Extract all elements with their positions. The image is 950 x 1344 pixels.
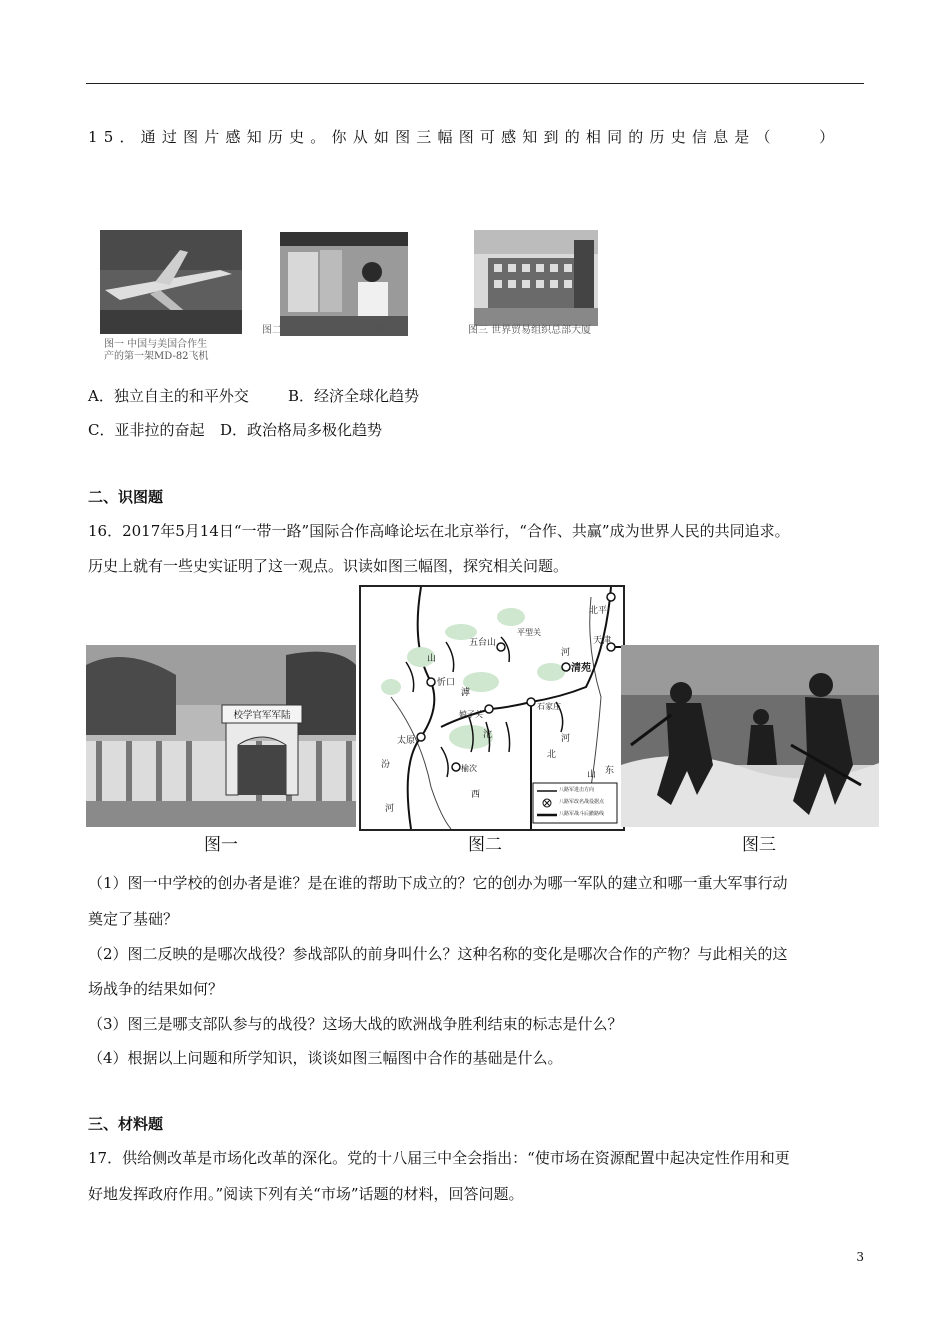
map-label-wutaishan: 五台山 [469,638,497,648]
map-label-xinkou: 忻口 [437,678,456,688]
header-rule [86,83,864,84]
map-label-dong: 东 [605,766,615,776]
fig-label-1: 图一 [204,835,238,855]
fig3-caption: 图三 世界贸易组织总部大厦 [468,325,592,336]
map-label-he: 河 [561,734,571,744]
map-label-xi: 西 [471,790,481,800]
map-label-he3: 河 [561,648,571,658]
map-label-fen-he: 河 [385,804,395,814]
map-label-taiyuan: 太原 [397,736,416,746]
q16-sub4: （4）根据以上问题和所学知识，谈谈如图三幅图中合作的基础是什么。 [88,1049,563,1067]
q16-line2: 历史上就有一些史实证明了这一观点。识读如图三幅图，探究相关问题。 [88,557,569,575]
map-label-tianjin: 天津 [593,636,612,646]
q16-sub3: （3）图三是哪支部队参与的战役？这场大战的欧洲战争胜利结束的标志是什么？ [88,1015,623,1033]
map-label-qingyuan: 清苑 [571,663,591,674]
section2-title: 二、识图题 [88,488,164,506]
page-number: 3 [856,1250,864,1264]
fig1-caption-line1: 图一 中国与美国合作生 [104,339,208,350]
map-legend-1: 八路军进击方向 [559,787,595,793]
q16-figures [86,585,880,853]
q16-sub1-line2: 奠定了基础？ [88,910,179,928]
q15-stem: 15．通过图片感知历史。你从如图三幅图可感知到的相同的历史信息是（ ） [88,128,841,146]
map-label-tuo: 沱 [483,730,493,740]
q16-sub1-line1: （1）图一中学校的创办者是谁？是在谁的帮助下成立的？它的创办为哪一军队的建立和哪一重大军事行动 [88,874,788,892]
q17-line1: 17．供给侧改革是市场化改革的深化。党的十八届三中全会指出：“使市场在资源配置中起决定性作用和更 [88,1149,790,1167]
workers-photo [280,232,408,336]
q16-line1: 16．2017年5月14日“一带一路”国际合作高峰论坛在北京举行，“合作、共赢”成为世界人民的共同追求。 [88,522,790,540]
map-legend-3: 八路军战斗后撤路线 [559,811,605,817]
map-label-niangziguan: 娘子关 [459,710,483,719]
map-label-hu: 滹 [461,688,471,698]
school-gate-photo [86,645,356,827]
map-label-beiping: 北平 [589,606,608,616]
fig2-caption: 图二 在日资公司工作的印度工人 [262,325,406,336]
q16-sub2-line2: 场战争的结果如何？ [88,980,224,998]
q15-option-d: D．政治格局多极化趋势 [220,421,383,439]
q16-sub2-line1: （2）图二反映的是哪次战役？参战部队的前身叫什么？这种名称的变化是哪次合作的产物？与此相关的这 [88,945,788,963]
fig-label-3: 图三 [742,835,776,855]
map-label-pingxingguan: 平型关 [517,628,541,637]
wto-building-photo [474,230,598,326]
map-label-yuci: 榆次 [461,764,477,773]
airplane-photo [100,230,242,334]
landing-photo [621,645,879,827]
q17-line2: 好地发挥政府作用。”阅读下列有关“市场”话题的材料，回答问题。 [88,1185,524,1203]
q15-option-b: B．经济全球化趋势 [288,387,420,405]
map-label-bei: 北 [547,750,557,760]
fig-label-2: 图二 [468,835,502,855]
gate-sign-text: 陆军军官学校 [233,710,291,721]
q15-option-c: C．亚非拉的奋起 [88,421,205,439]
q15-figure-strip [88,224,628,360]
section3-title: 三、材料题 [88,1115,164,1133]
map-label-shan: 山 [427,654,437,664]
battle-map [359,585,625,831]
map-label-fen: 汾 [381,760,391,770]
q15-option-a: A．独立自主的和平外交 [88,387,249,405]
map-label-shan2: 山 [587,770,597,780]
map-legend-2: 八路军改名战役据点 [559,799,605,805]
fig1-caption-line2: 产的第一架MD-82飞机 [104,351,209,362]
map-label-shijiazhuang: 石家庄 [537,702,561,711]
